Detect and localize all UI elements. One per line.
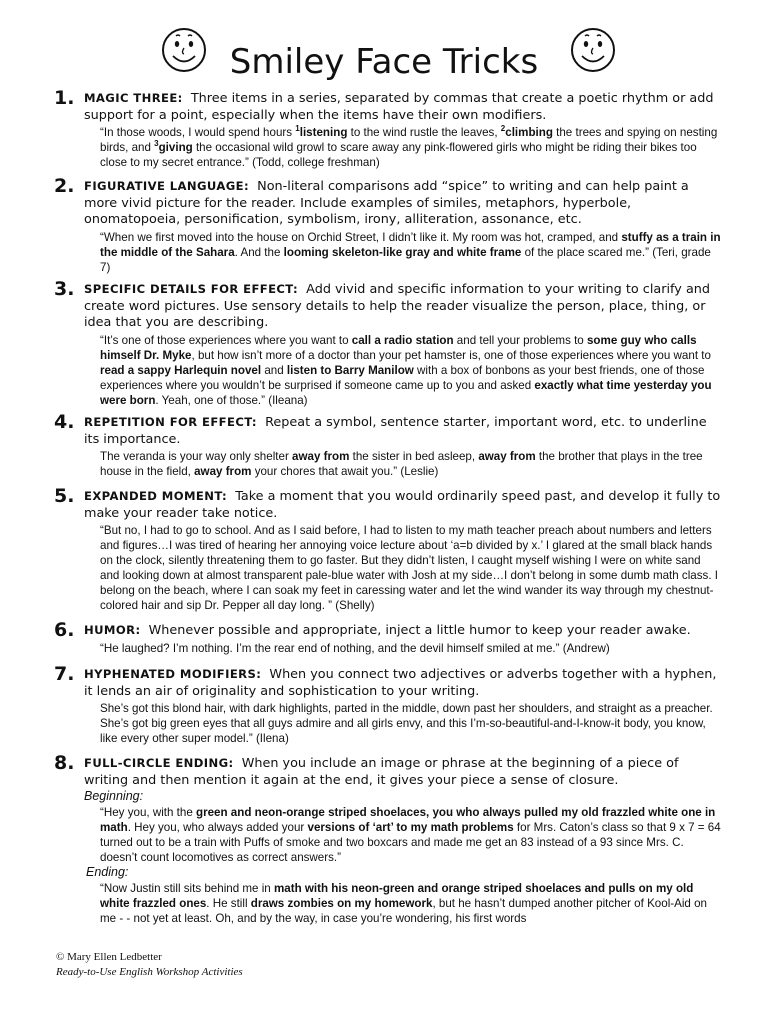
item-number: 4.	[54, 411, 75, 433]
item-heading: HYPHENATED MODIFIERS:	[84, 667, 262, 681]
item-heading: EXPANDED MOMENT:	[84, 489, 228, 503]
item-heading: HUMOR:	[84, 623, 141, 637]
beginning-example: “Hey you, with the green and neon-orange striped shoelaces, you who always pulled my old frazzled white one in math. Hey you, who always added your versions of ‘art’ to my math problems for Mrs. Caton’s class so that 9 x 7 = 64 turned out to be a train with Puffs of smoke and two boxcars and made me get an 83 instead of a 93 since Mrs. C. doesn’t count locomotives as correct answers.”	[100, 806, 721, 864]
beginning-label: Beginning:	[84, 789, 144, 803]
copyright-notice: © Mary Ellen Ledbetter	[56, 951, 162, 963]
item-heading: REPETITION FOR EFFECT:	[84, 415, 257, 429]
item-description: EXPANDED MOMENT: Take a moment that you would ordinarily speed past, and develop it fully to make your reader take notice.	[84, 489, 721, 521]
trick-item	[54, 411, 722, 479]
example-text: “But no, I had to go to school. And as I said before, I had to listen to my math teacher preach about numbers and letters and figures…I was tired of hearing her annoying voice lecture about ‘a=b divided by x.’ I glared at the small black hands on the clock, silently threatening them to go faster. But they didn’t listen, I caught myself wishing I were on white sand and looking down at almost transparent pale-blue water with Josh at my side…I don’t belong in some dumb math class. I belong on the beach, where I can soak my feet in caressing water and let the wind wander its way through my chestnut-colored hair and sip Dr. Pepper all day long. ” (Shelly)	[100, 524, 719, 612]
trick-item	[54, 485, 722, 613]
item-heading: FIGURATIVE LANGUAGE:	[84, 179, 249, 193]
item-number: 8.	[54, 752, 75, 774]
item-number: 7.	[54, 663, 75, 685]
trick-item	[54, 278, 722, 408]
item-heading: SPECIFIC DETAILS FOR EFFECT:	[84, 282, 299, 296]
source-title: Ready-to-Use English Workshop Activities	[56, 966, 243, 978]
trick-item	[54, 175, 722, 275]
item-description: FULL-CIRCLE ENDING: When you include an image or phrase at the beginning of a piece of writing and then mention it again at the end, it gives your piece a sense of closure.	[84, 756, 679, 788]
trick-item	[54, 752, 722, 926]
example-text: “When we first moved into the house on Orchid Street, I didn’t like it. My room was hot, cramped, and stuffy as a train in the middle of the Sahara. And the looming skeleton-like gray and white frame of the place scared me.” (Teri, grade 7)	[100, 230, 721, 274]
item-number: 3.	[54, 278, 75, 300]
item-number: 1.	[54, 87, 75, 109]
item-description: HUMOR: Whenever possible and appropriate, inject a little humor to keep your reader awake.	[84, 623, 691, 638]
example-attribution: (Todd, college freshman)	[248, 156, 380, 169]
item-heading: FULL-CIRCLE ENDING:	[84, 756, 234, 770]
example-attribution: (Ileana)	[265, 393, 308, 407]
example-attribution: (Leslie)	[397, 465, 439, 478]
example-text: “He laughed? I’m nothing. I’m the rear end of nothing, and the devil himself smiled at me.” (Andrew)	[100, 641, 610, 655]
item-number: 2.	[54, 175, 75, 197]
item-description: REPETITION FOR EFFECT: Repeat a symbol, sentence starter, important word, etc. to underline its importance.	[84, 415, 707, 447]
item-description: FIGURATIVE LANGUAGE: Non-literal comparisons add “spice” to writing and can help paint a more vivid picture for the reader. Include examples of similes, metaphors, hyperbole, onomatopoeia, personification, symbolism, irony, alliteration, assonance, etc.	[84, 179, 689, 227]
trick-item	[54, 87, 722, 170]
example-attribution: (Ilena)	[252, 732, 289, 745]
smiley-face-icon	[569, 26, 617, 74]
example-text: She’s got this blond hair, with dark highlights, parted in the middle, down past her shoulders, and straight as a preacher. She’s got big green eyes that all guys admire and all girls envy, and this I’m-so-beautiful-and-I-know-it body, you know, like every other super model.” (Ilena)	[100, 702, 713, 745]
ending-label: Ending:	[86, 865, 129, 879]
example-attribution: (Shelly)	[332, 599, 375, 612]
ending-example: “Now Justin still sits behind me in math with his neon-green and orange striped shoelaces and pulls on my old white frazzled ones. He still draws zombies on my homework, but he hasn’t dumped another pitcher of Kool-Aid on me - - not yet at least. Oh, and by the way, in case you’re wondering, his first words	[100, 882, 708, 925]
item-description: SPECIFIC DETAILS FOR EFFECT: Add vivid and specific information to your writing to clarify and create word pictures. Use sensory details to help the reader visualize the person, place, thing, or idea that you are describing.	[84, 282, 711, 330]
example-attribution: (Andrew)	[559, 641, 610, 655]
example-attribution: (Teri, grade 7)	[100, 245, 711, 274]
example-text: “It’s one of those experiences where you want to call a radio station and tell your problems to some guy who calls himself Dr. Myke, but how isn’t more of a doctor than your pet hamster is, one of those experiences where you want to read a sappy Harlequin novel and listen to Barry Manilow with a box of bonbons as your best friends, one of those experiences where you wouldn’t be surprised if someone came up to you and asked exactly what time yesterday you were born. Yeah, one of those.” (Ileana)	[100, 333, 712, 407]
trick-item	[54, 619, 722, 656]
example-text: The veranda is your way only shelter away from the sister in bed asleep, away from the brother that plays in the tree house in the field, away from your chores that await you.” (Leslie)	[100, 450, 703, 478]
example-text: “In those woods, I would spend hours $^1$listening to the wind rustle the leaves, $^2$climbing the trees and spying on nesting birds, and $^3$giving the occasional wild growl to scare away any pink-flowered girls who might be riding their bikes too close to my secret entrance.” (Todd, college freshman)	[100, 124, 718, 169]
page-title: Smiley Face Tricks	[229, 42, 539, 82]
item-number: 6.	[54, 619, 75, 641]
item-description: HYPHENATED MODIFIERS: When you connect two adjectives or adverbs together with a hyphen, it lends an air of originality and sophistication to your writing.	[84, 667, 717, 699]
trick-item	[54, 663, 722, 746]
item-number: 5.	[54, 485, 75, 507]
item-heading: MAGIC THREE:	[84, 91, 183, 105]
item-description: MAGIC THREE: Three items in a series, separated by commas that create a poetic rhythm or add support for a point, especially when the items have their own modifiers.	[84, 91, 714, 123]
